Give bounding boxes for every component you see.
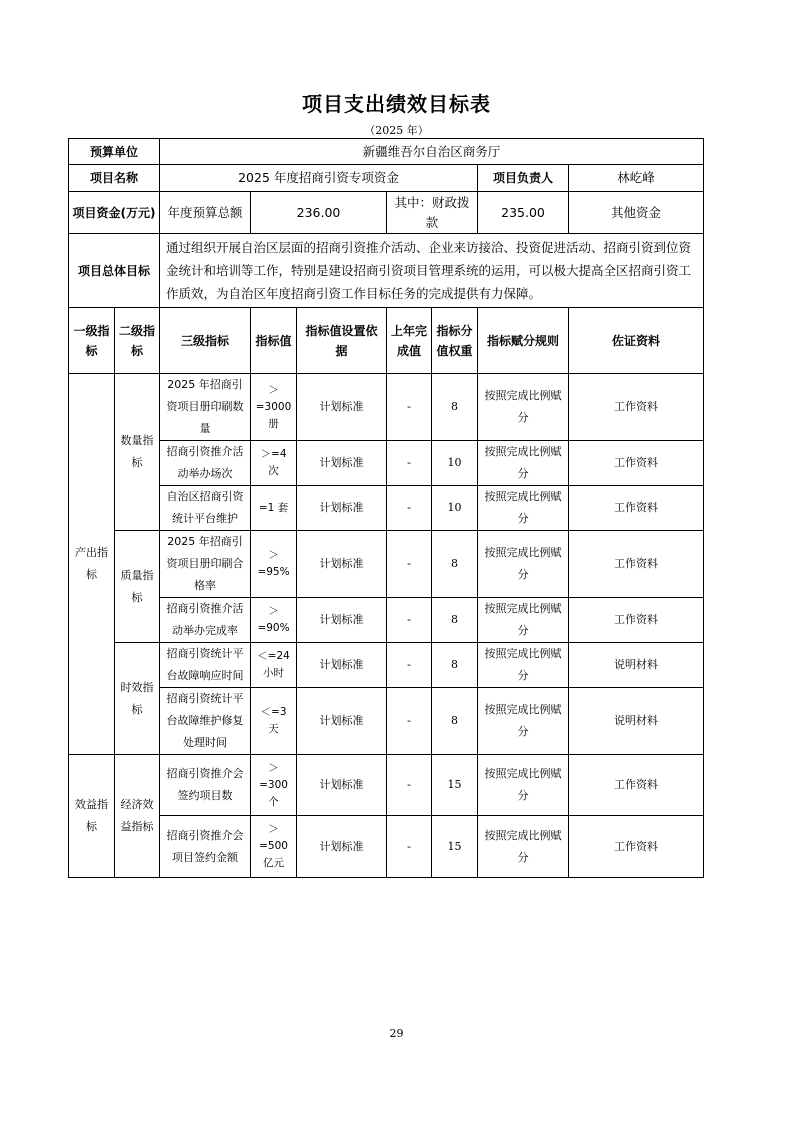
table-row [69,643,704,688]
row-last: - [387,816,432,878]
row-basis: 计划标准 [297,688,387,755]
row-rule: 按照完成比例赋分 [478,486,569,531]
row-weight: 8 [432,531,478,598]
funds-label: 项目资金(万元) [69,192,160,234]
row-indicator: 2025 年招商引资项目册印刷合格率 [160,531,251,598]
row-indicator: 招商引资推介活动举办完成率 [160,598,251,643]
row-weight: 10 [432,486,478,531]
row-indicator: 招商引资推介会签约项目数 [160,755,251,816]
row-last: - [387,755,432,816]
row-evidence: 工作资料 [569,816,704,878]
year-label: （2025 年） [364,124,429,137]
row-value: =1 套 [251,486,297,531]
table-row [69,374,704,441]
row-evidence: 工作资料 [569,755,704,816]
funds-total-label: 年度预算总额 [160,192,251,234]
performance-table [68,138,704,878]
row-rule: 按照完成比例赋分 [478,816,569,878]
row-value: ＞=3000 册 [251,374,297,441]
row-weight: 15 [432,816,478,878]
funds-row [69,192,704,234]
row-weight: 8 [432,598,478,643]
row-indicator: 招商引资推介会项目签约金额 [160,816,251,878]
group-label-output: 产出指标 [69,374,115,755]
row-last: - [387,688,432,755]
goal-text: 通过组织开展自治区层面的招商引资推介活动、企业来访接洽、投资促进活动、招商引资到位资金统计和培训等工作，特别是建设招商引资项目管理系统的运用，可以极大提高全区招商引资工作质效，为自治区年度招商引资工作目标任务的完成提供有力保障。 [160,234,704,308]
row-evidence: 工作资料 [569,598,704,643]
row-last: - [387,531,432,598]
row-value: ＞=500 亿元 [251,816,297,878]
row-evidence: 工作资料 [569,486,704,531]
row-indicator: 招商引资统计平台故障响应时间 [160,643,251,688]
row-basis: 计划标准 [297,374,387,441]
row-evidence: 说明材料 [569,643,704,688]
row-indicator: 招商引资统计平台故障维护修复处理时间 [160,688,251,755]
header-basis: 指标值设置依据 [297,308,387,374]
row-evidence: 工作资料 [569,441,704,486]
row-basis: 计划标准 [297,643,387,688]
project-leader-label: 项目负责人 [478,165,569,192]
table-row [69,816,704,878]
funds-other-label: 其他资金 [569,192,704,234]
header-rule: 指标赋分规则 [478,308,569,374]
table-row [69,441,704,486]
funds-fiscal-label: 其中：财政拨款 [387,192,478,234]
header-value: 指标值 [251,308,297,374]
indicator-header-row [69,308,704,374]
subgroup-label-quality: 质量指标 [115,531,160,643]
header-level3: 三级指标 [160,308,251,374]
row-indicator: 招商引资推介活动举办场次 [160,441,251,486]
subgroup-label-quantity: 数量指标 [115,374,160,531]
row-last: - [387,374,432,441]
row-evidence: 说明材料 [569,688,704,755]
row-rule: 按照完成比例赋分 [478,374,569,441]
row-basis: 计划标准 [297,486,387,531]
table-row [69,531,704,598]
row-weight: 15 [432,755,478,816]
table-row [69,755,704,816]
project-name-value: 2025 年度招商引资专项资金 [160,165,478,192]
row-last: - [387,598,432,643]
header-weight: 指标分值权重 [432,308,478,374]
row-basis: 计划标准 [297,598,387,643]
row-evidence: 工作资料 [569,374,704,441]
page-title: 项目支出绩效目标表 [302,92,491,116]
row-rule: 按照完成比例赋分 [478,531,569,598]
funds-total-value: 236.00 [251,192,387,234]
row-value: ＞=300 个 [251,755,297,816]
row-rule: 按照完成比例赋分 [478,755,569,816]
row-basis: 计划标准 [297,531,387,598]
row-weight: 8 [432,688,478,755]
row-rule: 按照完成比例赋分 [478,643,569,688]
row-value: ＞=95% [251,531,297,598]
row-evidence: 工作资料 [569,531,704,598]
header-level1: 一级指标 [69,308,115,374]
row-indicator: 自治区招商引资统计平台维护 [160,486,251,531]
row-weight: 10 [432,441,478,486]
row-value: ＜=24 小时 [251,643,297,688]
table-row [69,598,704,643]
row-last: - [387,441,432,486]
page-number: 29 [389,1027,404,1040]
group-label-benefit: 效益指标 [69,755,115,878]
table-row [69,688,704,755]
budget-unit-value: 新疆维吾尔自治区商务厅 [160,139,704,165]
funds-fiscal-value: 235.00 [478,192,569,234]
row-indicator: 2025 年招商引资项目册印刷数量 [160,374,251,441]
row-last: - [387,643,432,688]
header-evidence: 佐证资料 [569,308,704,374]
subgroup-label-economic: 经济效益指标 [115,755,160,878]
row-basis: 计划标准 [297,816,387,878]
project-name-row [69,165,704,192]
budget-unit-label: 预算单位 [69,139,160,165]
goal-row [69,234,704,308]
row-rule: 按照完成比例赋分 [478,441,569,486]
table-row [69,486,704,531]
row-rule: 按照完成比例赋分 [478,598,569,643]
row-rule: 按照完成比例赋分 [478,688,569,755]
project-name-label: 项目名称 [69,165,160,192]
row-weight: 8 [432,374,478,441]
header-level2: 二级指标 [115,308,160,374]
goal-label: 项目总体目标 [69,234,160,308]
row-basis: 计划标准 [297,755,387,816]
header-last-year: 上年完成值 [387,308,432,374]
row-value: ＞=4 次 [251,441,297,486]
row-value: ＜=3 天 [251,688,297,755]
budget-unit-row [69,139,704,165]
row-basis: 计划标准 [297,441,387,486]
row-weight: 8 [432,643,478,688]
project-leader-value: 林屹峰 [569,165,704,192]
subgroup-label-timeliness: 时效指标 [115,643,160,755]
row-value: ＞=90% [251,598,297,643]
row-last: - [387,486,432,531]
